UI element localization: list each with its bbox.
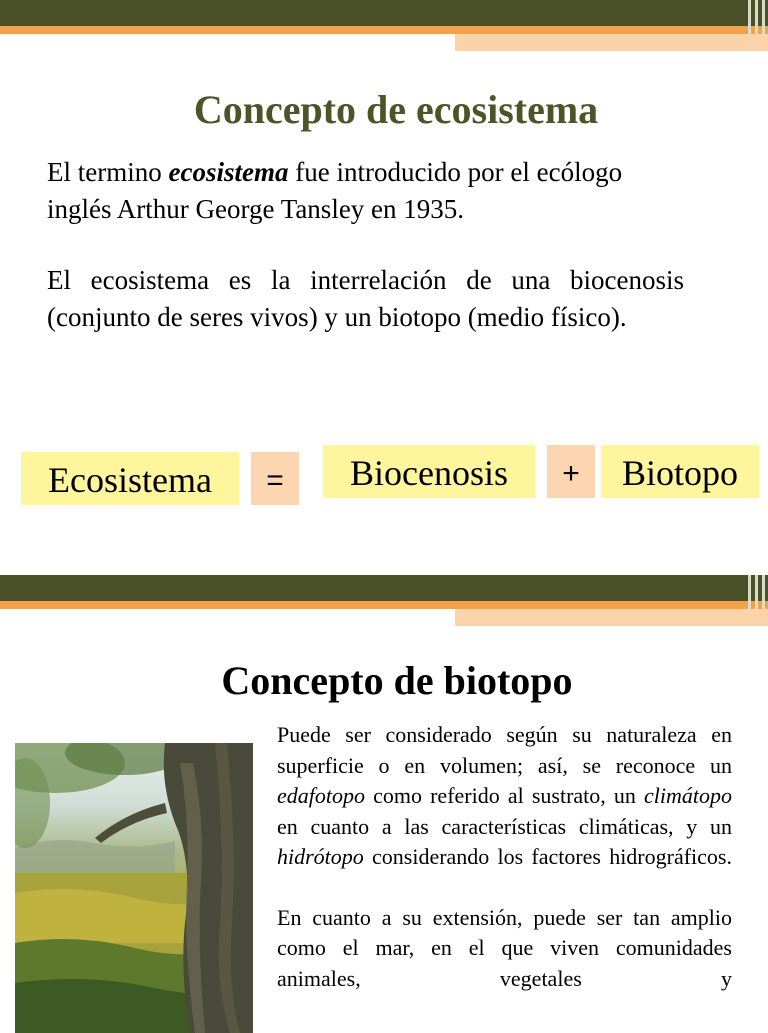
paragraph-text: considerando los factores hidrográficos. [363, 844, 732, 869]
paragraph-naturaleza [277, 720, 732, 873]
slide-title: Concepto de ecosistema [193, 87, 599, 132]
slide-title: Concepto de biotopo [221, 658, 573, 703]
banner-stripe [748, 575, 751, 609]
paragraph-text: fue introducido por el ecólogo inglés Arthur George Tansley en 1935. [47, 157, 623, 224]
paragraph-extension: En cuanto a su extensión, puede ser tan amplio como el mar, en el que viven comunidades animales, vegetales y [277, 904, 732, 991]
landscape-photo [15, 743, 253, 1033]
banner-stripe [762, 575, 765, 609]
equation-plus-box: + [547, 445, 595, 498]
paragraph-intro [47, 154, 684, 228]
term-edafotopo: edafotopo [277, 783, 365, 808]
equation-equals-box: = [251, 452, 299, 505]
banner-dark-band [0, 575, 768, 601]
biotopo-description [277, 720, 732, 994]
paragraph-text: Puede ser considerado según su naturaleza en superficie o en volumen; así, se reconoce un [277, 722, 732, 778]
banner-dark-band [0, 0, 768, 26]
banner-stripe [748, 0, 751, 34]
banner-peach-band [455, 609, 768, 626]
paragraph-gap [277, 873, 732, 903]
slide-biotopo [0, 575, 768, 1024]
term-hidrotopo: hidrótopo [277, 844, 364, 869]
banner-stripe [755, 0, 758, 34]
equation-biocenosis-box: Biocenosis [323, 445, 535, 498]
banner-stripe [755, 575, 758, 609]
term-climatopo: climátopo [644, 783, 732, 808]
equation-biotopo-box: Biotopo [601, 445, 759, 498]
paragraph-text: en cuanto a las características climáticas, y un [277, 813, 732, 839]
header-banner [0, 0, 768, 52]
paragraph-text: El termino [47, 157, 169, 187]
banner-orange-band [0, 601, 768, 609]
paragraph-text: como referido al sustrato, un [365, 783, 644, 808]
banner-peach-band [455, 34, 768, 51]
paragraph-definition: El ecosistema es la interrelación de una biocenosis (conjunto de seres vivos) y un biotopo (medio físico). [47, 265, 684, 332]
banner-orange-band [0, 26, 768, 34]
emphasized-term: ecosistema [168, 157, 289, 187]
equation-ecosistema-box: Ecosistema [21, 452, 239, 505]
header-banner [0, 575, 768, 627]
banner-stripe [762, 0, 765, 34]
